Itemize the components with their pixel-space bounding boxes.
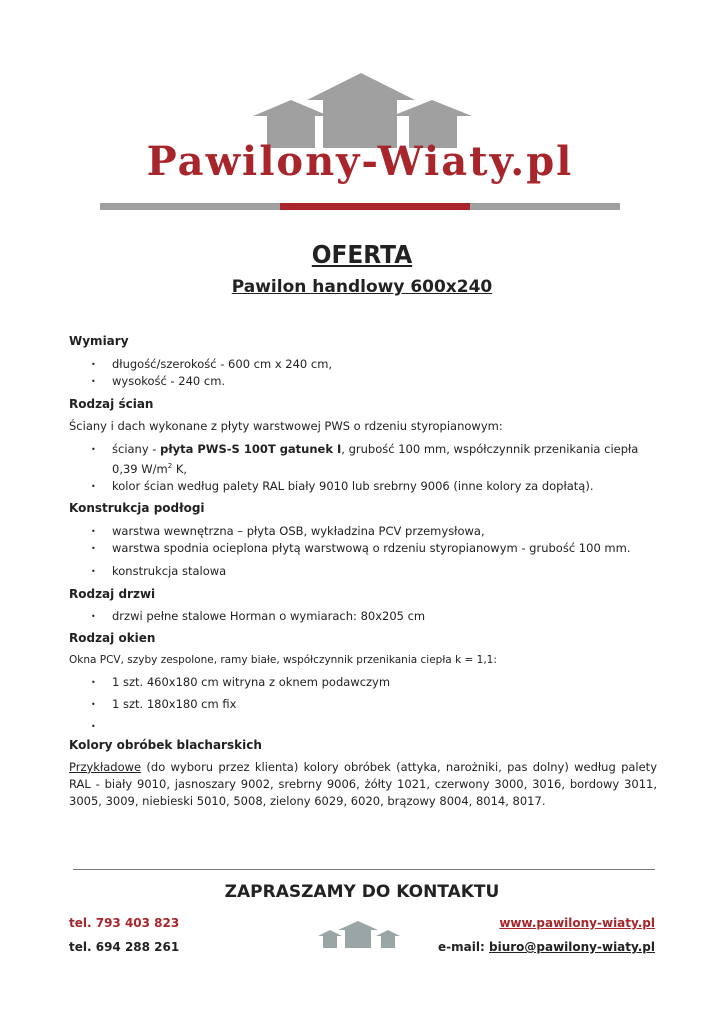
list-item: • konstrukcja stalowa (69, 563, 657, 580)
footer-logo-icon (318, 921, 404, 959)
website-link[interactable]: www.pawilony-wiaty.pl (499, 916, 655, 930)
section-heading-drzwi: Rodzaj drzwi (69, 586, 156, 601)
email-link[interactable]: biuro@pawilony-wiaty.pl (488, 940, 655, 954)
phone-2[interactable]: tel. 694 288 261 (69, 940, 180, 954)
sciany-intro: Ściany i dach wykonane z płyty warstwowej PWS o rdzeniu styropianowym: (69, 419, 503, 433)
brand-name: Pawilony-Wiaty.pl (146, 138, 574, 185)
list-item (69, 718, 657, 735)
list-item: • warstwa spodnia ocieplona płytą warstwową o rdzeniu styropianowym - grubość 100 mm. (69, 540, 657, 557)
offer-content (69, 333, 657, 810)
obrobki-text: Przykładowe (do wyboru przez klienta) kolory obróbek (attyka, narożniki, pas dolny) według palety RAL - biały 9010, jasnoszary 9002, srebrny 9006, żółty 1021, czerwony 3000, 3016, bordowy 3011, 3005, 3009, niebieski 5010, 5008, zielony 6029, 6020, brązowy 8004, 8014, 8017. (69, 759, 657, 808)
section-heading-obrobki: Kolory obróbek blacharskich (69, 737, 262, 752)
contact-invite: ZAPRASZAMY DO KONTAKTU (224, 882, 500, 902)
list-item: • wysokość - 240 cm. (69, 373, 657, 390)
phone-1[interactable]: tel. 793 403 823 (69, 916, 180, 930)
offer-title: OFERTA (311, 240, 413, 269)
offer-subtitle: Pawilon handlowy 600x240 (231, 277, 493, 297)
list-item: • warstwa wewnętrzna – płyta OSB, wykładzina PCV przemysłowa, (69, 523, 657, 540)
section-heading-okna: Rodzaj okien (69, 630, 156, 645)
list-item: • 1 szt. 460x180 cm witryna z oknem podawczym (69, 674, 657, 691)
section-heading-wymiary: Wymiary (69, 334, 129, 348)
list-item: • 1 szt. 180x180 cm fix (69, 696, 657, 713)
list-item: • długość/szerokość - 600 cm x 240 cm, (69, 356, 657, 373)
list-item: • kolor ścian według palety RAL biały 9010 lub srebrny 9006 (inne kolory za dopłatą). (69, 478, 657, 495)
list-sciany (69, 441, 657, 495)
section-heading-sciany: Rodzaj ścian (69, 397, 154, 411)
email-line: e-mail: biuro@pawilony-wiaty.pl (438, 940, 655, 954)
okna-intro: Okna PCV, szyby zespolone, ramy białe, współczynnik przenikania ciepła k = 1,1: (69, 653, 497, 666)
list-podloga (69, 523, 657, 580)
section-heading-podloga: Konstrukcja podłogi (69, 500, 205, 515)
list-item: • ściany - płyta PWS-S 100T gatunek I, grubość 100 mm, współczynnik przenikania ciepła 0,39 $W/m^2$ K, (69, 441, 657, 478)
list-drzwi (69, 608, 657, 625)
list-wymiary (69, 356, 657, 390)
company-logo (95, 62, 625, 212)
footer-divider (73, 869, 655, 870)
list-item: • drzwi pełne stalowe Horman o wymiarach: 80x205 cm (69, 608, 657, 625)
list-okna (69, 674, 657, 735)
roofs-logo-graphic (95, 62, 625, 212)
